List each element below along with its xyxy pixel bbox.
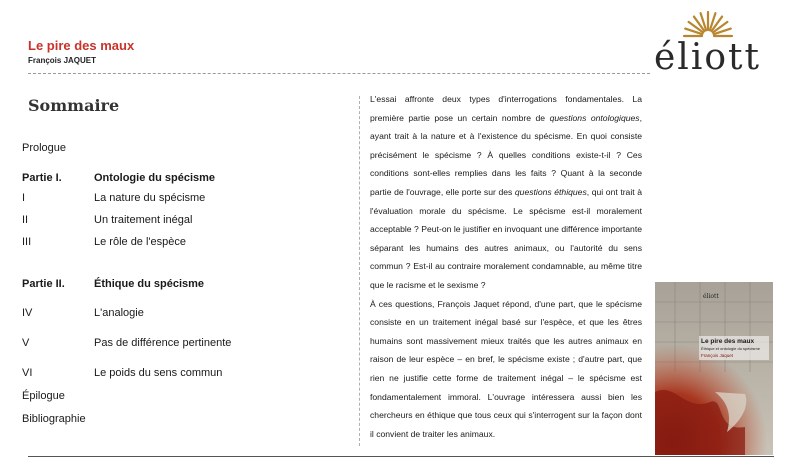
toc-entry-label: Éthique du spécisme: [94, 278, 205, 290]
toc-entry: [22, 307, 352, 323]
toc-entry-number: I: [22, 192, 26, 204]
toc-entry-number: VI: [22, 367, 33, 379]
toc-entry-number: Partie I.: [22, 172, 62, 184]
toc-entry: [22, 172, 352, 188]
book-description: [370, 90, 642, 443]
toc-entry: [22, 236, 352, 252]
description-paragraph-2: À ces questions, François Jaquet répond, d'une part, que le spécisme consiste en un traitement inégal basé sur l'espèce, et que les êtres humains sont massivement mieux traités que les autres animaux en raison de leur espèce – en bref, le spécisme existe ; d'autre part, que rien ne justifie cette forme de traitement inégal – le spécisme est fondamentalement immoral. L'ouvrage intéressera aussi bien les chercheurs en éthique que tous ceux qui s'interrogent sur la façon dont il convient de traiter les animaux.: [370, 298, 642, 439]
header-divider: [28, 73, 650, 74]
book-title: Le pire des maux: [28, 38, 135, 53]
cover-title: Le pire des maux: [701, 338, 755, 345]
toc-entry-label: Un traitement inégal: [94, 214, 193, 226]
description-paragraph-1: L'essai affronte deux types d'interrogations fondamentales. La première partie pose un certain nombre de questions ontologiques, ayant trait à la nature et à l'existence du spécisme. En quoi consiste précisément le spécisme ? À quelles conditions existe-t-il ? Ces conditions sont-elles remplies dans les faits ? Quant à la seconde partie de l'ouvrage, elle porte sur des questions éthiques, qui ont trait à l'évaluation morale du spécisme. Le spécisme est-il moralement acceptable ? Peut-on le justifier en invoquant une différence importante séparant les humains des autres animaux, ou l'autorité du sens commun ? Est-il au contraire moralement condamnable, au même titre que le racisme et le sexisme ?: [370, 94, 642, 290]
publisher-logo-text: éliott: [654, 37, 761, 78]
publisher-logo: [650, 6, 780, 82]
cover-author: François Jaquet: [701, 353, 734, 358]
toc-entry: [22, 413, 352, 429]
toc-entry-number: III: [22, 236, 32, 248]
toc-entry: [22, 214, 352, 230]
toc-entry: [22, 278, 352, 294]
toc-entry-label: L'analogie: [94, 307, 144, 319]
toc-entry: [22, 192, 352, 208]
cover-logo: éliott: [703, 293, 719, 300]
toc-entry-number: Prologue: [22, 142, 67, 154]
toc-entry-number: Bibliographie: [22, 413, 86, 425]
toc-entry: [22, 367, 352, 383]
toc-entry-label: La nature du spécisme: [94, 192, 206, 204]
toc-entry: [22, 390, 352, 406]
column-divider: [359, 96, 360, 446]
toc-entry-number: IV: [22, 307, 33, 319]
toc-entry: [22, 337, 352, 353]
toc-entry-number: V: [22, 337, 30, 349]
book-author: François JAQUET: [28, 56, 97, 65]
book-cover-image: [655, 282, 773, 455]
toc-entry: [22, 142, 352, 158]
toc-entry-label: Ontologie du spécisme: [94, 172, 216, 184]
cover-subtitle: Éthique et ontologie du spécisme: [701, 346, 760, 351]
toc-entry-label: Le poids du sens commun: [94, 367, 223, 379]
footer-divider: [28, 456, 774, 457]
toc-entry-label: Pas de différence pertinente: [94, 337, 232, 349]
toc-entry-label: Le rôle de l'espèce: [94, 236, 186, 248]
toc-entry-number: II: [22, 214, 29, 226]
toc-entry-number: Épilogue: [22, 390, 65, 402]
toc-entry-number: Partie II.: [22, 278, 65, 290]
toc-title: Sommaire: [28, 96, 120, 115]
